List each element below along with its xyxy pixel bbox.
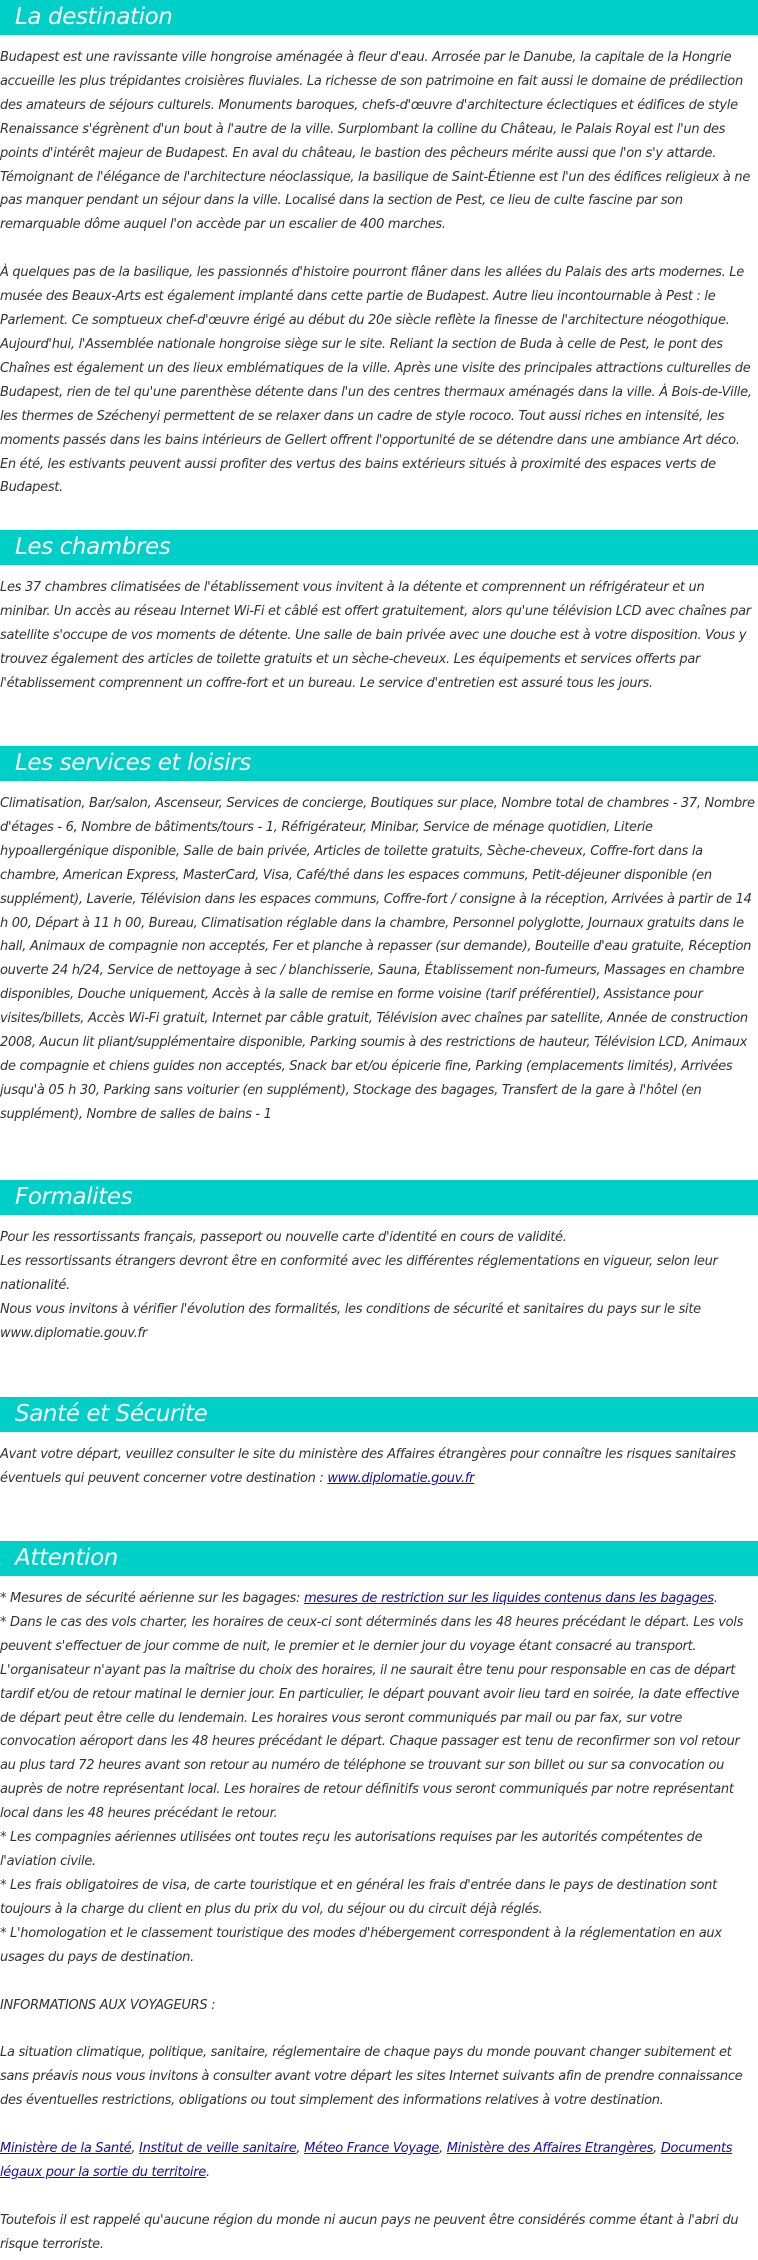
chambres-paragraph: Les 37 chambres climatisées de l'établissement vous invitent à la détente et comprennent un réfrigérateur et un minibar. Un accès au réseau Internet Wi-Fi et câblé est offert gratuitement, alors qu'une télévision LCD avec chaînes par satellite s'occupe de vos moments de détente. Une salle de bain privée avec une douche est à votre disposition. Vous y trouvez également des articles de toilette gratuits et un sèche-cheveux. Les équipements et services offerts par l'établissement comprennent un coffre-fort et un bureau. Le service d'entretien est assuré tous les jours. [0,580,751,691]
section-destination [0,0,758,500]
bagages-end: . [713,1591,718,1606]
formalites-line-1: Pour les ressortissants français, passeport ou nouvelle carte d'identité en cours de validité. [0,1230,567,1245]
link-affaires-etrangeres[interactable]: Ministère des Affaires Etrangères [446,2141,654,2157]
section-body-sante [0,1432,758,1491]
attention-bullet-frais: * Les frais obligatoires de visa, de carte touristique et en général les frais d'entrée dans le pays de destination sont toujours à la charge du client en plus du prix du vol, du séjour ou du circuit déjà réglés. [0,1877,717,1917]
bagages-text: * Mesures de sécurité aérienne sur les bagages: [0,1591,304,1606]
attention-bullet-homologation: * L'homologation et le classement touristique des modes d'hébergement correspondent à la réglementation en aux usages du pays de destination. [0,1925,722,1965]
destination-paragraph-1: Budapest est une ravissante ville hongroise aménagée à fleur d'eau. Arrosée par le Danube, la capitale de la Hongrie accueille les plus trépidantes croisières fluviales. La richesse de son patrimoine en fait aussi le domaine de prédilection des amateurs de séjours culturels. Monuments baroques, chefs-d'œuvre d'architecture éclectiques et édifices de style Renaissance s'égrènent d'un bout à l'autre de la ville. Surplombant la colline du Château, le Palais Royal est l'un des points d'intérêt majeur de Budapest. En aval du château, le bastion des pêcheurs mérite aussi que l'on s'y attarde. Témoignant de l'élégance de l'architecture néoclassique, la basilique de Saint-Étienne est l'un des édifices religieux à ne pas manquer pendant un séjour dans la ville. Localisé dans la section de Pest, ce lieu de culte fascine par son remarquable dôme auquel l'on accède par un escalier de 400 marches. [0,50,751,233]
liquides-restriction-link[interactable]: mesures de restriction sur les liquides contenus dans les bagages [303,1591,714,1606]
section-attention [0,1541,758,2257]
section-title-formalites: Formalites [0,1180,758,1215]
section-services [0,746,758,1127]
terrorisme-notice: Toutefois il est rappelé qu'aucune région du monde ni aucun pays ne peuvent être considérés comme étant à l'abri du risque terroriste. [0,2212,739,2252]
section-body-chambres [0,565,758,696]
formalites-line-2: Les ressortissants étrangers devront être en conformité avec les différentes réglementations en vigueur, selon leur nationalité. [0,1253,718,1293]
section-title-destination: La destination [0,0,758,35]
sante-text: Avant votre départ, veuillez consulter le site du ministère des Affaires étrangères pour connaître les risques sanitaires éventuels qui peuvent concerner votre destination : [0,1447,736,1486]
info-voyageurs-heading: INFORMATIONS AUX VOYAGEURS : [0,1997,216,2013]
destination-paragraph-2: À quelques pas de la basilique, les passionnés d'histoire pourront flâner dans les allées du Palais des arts modernes. Le musée des Beaux-Arts est également implanté dans cette partie de Budapest. Autre lieu incontournable à Pest : le Parlement. Ce somptueux chef-d'œuvre érigé au début du 20e siècle reflète la finesse de l'architecture néogothique. Aujourd'hui, l'Assemblée nationale hongroise siège sur le site. Reliant la section de Buda à celle de Pest, le pont des Chaînes est également un des lieux emblématiques de la ville. Après une visite des principales attractions culturelles de Budapest, rien de tel qu'une parenthèse détente dans l'un des centres thermaux aménagés dans la ville. À Bois-de-Ville, les thermes de Széchenyi permettent de se relaxer dans un cadre de style rococo. Tout aussi riches en intensité, les moments passés dans les bains intérieurs de Gellert offrent l'opportunité de se détendre dans une ambiance Art déco. En été, les estivants peuvent aussi profiter des vertus des bains extérieurs situés à proximité des espaces verts de Budapest. [0,265,752,496]
link-documents-legaux[interactable]: Documents légaux pour la sortie du territoire [0,2141,733,2181]
section-body-services [0,781,758,1127]
formalites-line-3: Nous vous invitons à vérifier l'évolution des formalités, les conditions de sécurité et sanitaires du pays sur le site www.diplomatie.gouv.fr [0,1301,701,1341]
section-title-chambres: Les chambres [0,530,758,565]
section-body-destination [0,35,758,500]
link-veille-sanitaire[interactable]: Institut de veille sanitaire [139,2141,297,2157]
info-links: Ministère de la Santé, Institut de veille sanitaire, Méteo France Voyage, Ministère des Affaires Etrangères, Documents légaux pour la sortie du territoire. [0,2141,733,2181]
services-list: Climatisation, Bar/salon, Ascenseur, Services de concierge, Boutiques sur place, Nombre total de chambres - 37, Nombre d'étages - 6, Nombre de bâtiments/tours - 1, Réfrigérateur, Minibar, Service de ménage quotidien, Literie hypoallergénique disponible, Salle de bain privée, Articles de toilette gratuits, Sèche-cheveux, Coffre-fort dans la chambre, American Express, MasterCard, Visa, Café/thé dans les espaces communs, Petit-déjeuner disponible (en supplément), Laverie, Télévision dans les espaces communs, Coffre-fort / consigne à la réception, Arrivées à partir de 14 h 00, Départ à 11 h 00, Bureau, Climatisation réglable dans la chambre, Personnel polyglotte, Journaux gratuits dans le hall, Animaux de compagnie non acceptés, Fer et planche à repasser (sur demande), Bouteille d'eau gratuite, Réception ouverte 24 h/24, Service de nettoyage à sec / blanchisserie, Sauna, Établissement non-fumeurs, Massages en chambre disponibles, Douche uniquement, Accès à la salle de remise en forme voisine (tarif préférentiel), Assistance pour visites/billets, Accès Wi-Fi gratuit, Internet par câble gratuit, Télévision avec chaînes par satellite, Année de construction 2008, Aucun lit pliant/supplémentaire disponible, Parking soumis à des restrictions de hauteur, Télévision LCD, Animaux de compagnie et chiens guides non acceptés, Snack bar et/ou épicerie fine, Parking (emplacements limités), Arrivées jusqu'à 05 h 30, Parking sans voiturier (en supplément), Stockage des bagages, Transfert de la gare à l'hôtel (en supplément), Nombre de salles de bains - 1 [0,796,755,1122]
attention-bullet-compagnies: * Les compagnies aériennes utilisées ont toutes reçu les autorisations requises par les autorités compétentes de l'aviation civile. [0,1830,703,1869]
section-title-sante: Santé et Sécurite [0,1397,758,1432]
sante-paragraph [0,1443,756,1491]
attention-bullet-bagages [0,1587,756,1611]
section-title-services: Les services et loisirs [0,746,758,781]
section-body-formalites [0,1215,758,1346]
section-title-attention: Attention [0,1541,758,1576]
section-formalites [0,1180,758,1346]
attention-bullet-charter: * Dans le cas des vols charter, les horaires de ceux-ci sont déterminés dans les 48 heures précédant le départ. Les vols peuvent s'effectuer de jour comme de nuit, le premier et le dernier jour du voyage étant consacré au transport. L'organisateur n'ayant pas la maîtrise du choix des horaires, il ne saurait être tenu pour responsable en cas de départ tardif et/ou de retour matinal le dernier jour. En particulier, le départ pouvant avoir lieu tard en soirée, la date effective de départ peut être celle du lendemain. Les horaires vous seront communiqués par mail ou par fax, sur votre convocation aéroport dans les 48 heures précédant le départ. Chaque passager est tenu de reconfirmer son vol retour au plus tard 72 heures avant son retour au numéro de téléphone se trouvant sur son billet ou sur sa convocation ou auprès de notre représentant local. Les horaires de retour définitifs vous seront communiqués par notre représentant local dans les 48 heures précédant le retour. [0,1614,744,1822]
info-voyageurs-text: La situation climatique, politique, sanitaire, réglementaire de chaque pays du monde pouvant changer subitement et sans préavis nous vous invitons à consulter avant votre départ les sites Internet suivants afin de prendre connaissance des éventuelles restrictions, obligations ou tout simplement des informations relatives à votre destination. [0,2045,743,2109]
section-sante [0,1397,758,1491]
link-meteo-france[interactable]: Méteo France Voyage [304,2141,440,2157]
section-body-attention [0,1576,758,2257]
link-ministere-sante[interactable]: Ministère de la Santé [0,2141,132,2157]
diplomatie-link[interactable]: www.diplomatie.gouv.fr [327,1470,475,1486]
section-chambres [0,530,758,696]
